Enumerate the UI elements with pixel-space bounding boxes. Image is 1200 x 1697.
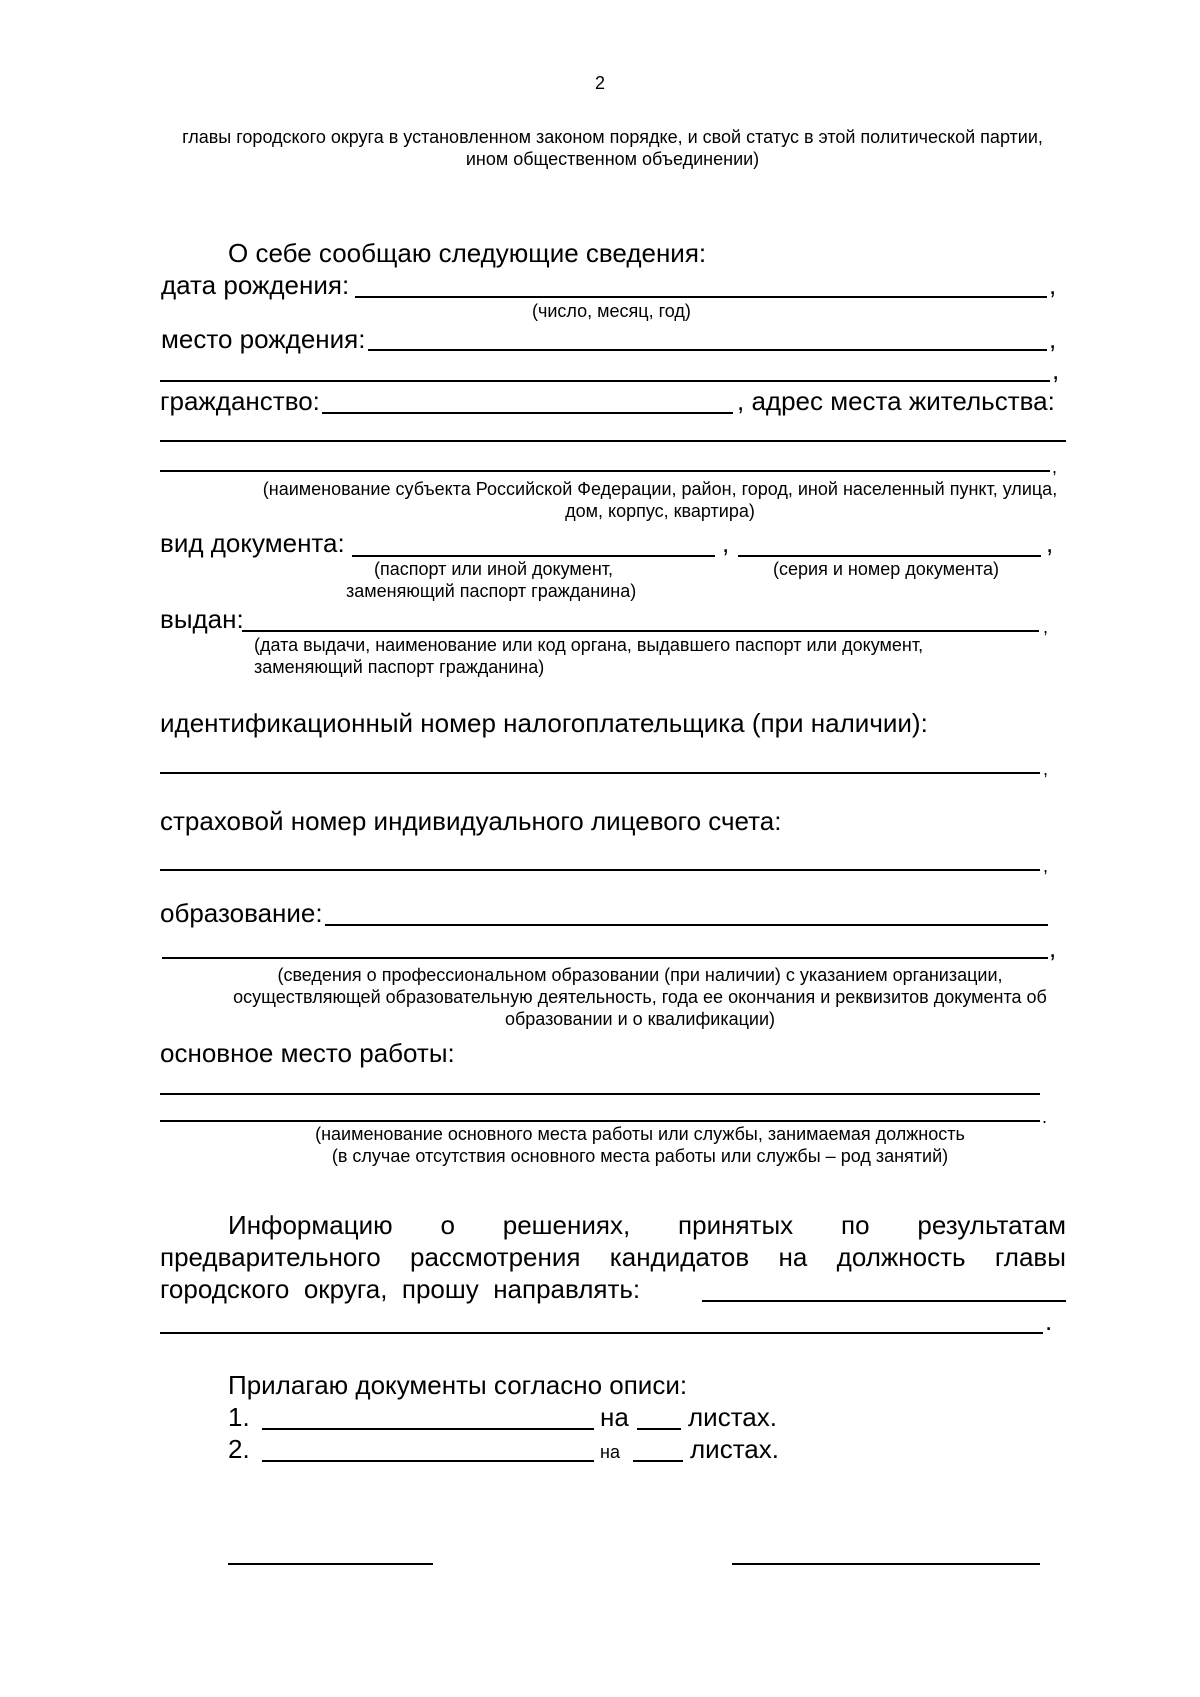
snils-label: страховой номер индивидуального лицевого счета: [160, 806, 782, 836]
address-line2 [160, 470, 1050, 472]
decisions-word: кандидатов [609, 1242, 750, 1272]
workplace-hint-line1: (наименование основного места работы или службы, занимаемая должность [315, 1124, 965, 1144]
document-comma-mid: , [722, 528, 730, 558]
name-signature-line [732, 1563, 1040, 1565]
issued-hint-line1: (дата выдачи, наименование или код органа, выдавшего паспорт или документ, [254, 635, 924, 655]
attachments-title: Прилагаю документы согласно описи: [228, 1370, 688, 1400]
birth-date-comma: , [1049, 270, 1057, 300]
decisions-line3: городского округа, прошу направлять: [160, 1274, 641, 1304]
decisions-word: результатам [917, 1210, 1066, 1240]
attachment-2-line [262, 1460, 594, 1462]
decisions-word: о [440, 1210, 455, 1240]
workplace-hint-line2: (в случае отсутствия основного места работы или службы – род занятий) [331, 1146, 949, 1166]
snils-line [160, 869, 1040, 871]
address-comma: , [1052, 457, 1058, 477]
attachment-1-line [262, 1428, 594, 1430]
inn-line [160, 772, 1040, 774]
birth-place-line [368, 349, 1047, 351]
birth-place-comma: , [1049, 324, 1057, 354]
workplace-line1 [160, 1093, 1040, 1095]
address-line1 [160, 440, 1066, 442]
signature-line [228, 1563, 433, 1565]
address-label: , адрес места жительства: [737, 386, 1055, 416]
decisions-period: . [1045, 1306, 1053, 1336]
document-type-line [352, 555, 715, 557]
intro-text: О себе сообщаю следующие сведения: [228, 238, 707, 268]
decisions-word: Информацию [228, 1210, 393, 1240]
birth-place-comma2: , [1052, 355, 1060, 385]
workplace-label: основное место работы: [160, 1038, 455, 1068]
education-line1 [325, 924, 1048, 926]
document-number-line [738, 555, 1041, 557]
inn-label: идентификационный номер налогоплательщика (при наличии): [160, 708, 928, 738]
decisions-word: главы [994, 1242, 1066, 1272]
education-label: образование: [160, 898, 323, 928]
attachment-2-sheets: листах. [690, 1434, 779, 1464]
birth-place-line2 [160, 380, 1050, 382]
birth-date-line [355, 296, 1047, 298]
education-line2 [162, 957, 1048, 959]
citizenship-line [322, 412, 733, 414]
document-type-hint-line1: (паспорт или иной документ, [374, 559, 614, 579]
document-label: вид документа: [160, 528, 345, 558]
education-hint-line3: образовании и о квалификации) [504, 1009, 776, 1029]
snils-comma: , [1043, 856, 1049, 876]
attachment-1-sheets-line [637, 1428, 681, 1430]
attachment-2-num: 2. [228, 1434, 250, 1464]
decisions-line1 [228, 1212, 1066, 1238]
decisions-word: предварительного [160, 1242, 381, 1272]
workplace-line2 [160, 1120, 1040, 1122]
document-type-hint-line2: заменяющий паспорт гражданина) [346, 581, 637, 601]
document-number-hint: (серия и номер документа) [773, 559, 999, 579]
header-note-line1: главы городского округа в установленном законом порядке, и свой статус в этой политической партии, [182, 127, 1043, 147]
attachment-1-na: на [600, 1402, 629, 1432]
decisions-line2 [160, 1244, 1066, 1270]
birth-date-hint: (число, месяц, год) [532, 301, 691, 321]
decisions-word: на [778, 1242, 808, 1272]
address-hint-line1: (наименование субъекта Российской Федерации, район, город, иной населенный пункт, улица, [262, 479, 1058, 499]
attachment-2-sheets-line [633, 1460, 683, 1462]
decisions-word: рассмотрения [410, 1242, 581, 1272]
decisions-line3-blank [702, 1300, 1066, 1302]
education-hint-line1: (сведения о профессиональном образовании (при наличии) с указанием организации, [277, 965, 1003, 985]
education-comma: , [1049, 933, 1057, 963]
address-hint-line2: дом, корпус, квартира) [565, 501, 755, 521]
birth-date-label: дата рождения: [161, 270, 350, 300]
birth-place-label: место рождения: [161, 324, 366, 354]
issued-hint-line2: заменяющий паспорт гражданина) [254, 657, 545, 677]
workplace-period: . [1042, 1107, 1048, 1127]
attachment-1-sheets: листах. [688, 1402, 777, 1432]
issued-comma: , [1043, 617, 1049, 637]
document-comma: , [1046, 528, 1054, 558]
page-number: 2 [594, 73, 605, 93]
citizenship-label: гражданство: [160, 386, 320, 416]
education-hint-line2: осуществляющей образовательную деятельность, года ее окончания и реквизитов документа об [233, 987, 1047, 1007]
header-note-line2: ином общественном объединении) [465, 149, 760, 169]
attachment-2-na: на [600, 1442, 620, 1462]
attachment-1-num: 1. [228, 1402, 250, 1432]
decisions-line4-blank [160, 1332, 1043, 1334]
decisions-word: по [841, 1210, 870, 1240]
decisions-word: принятых [678, 1210, 794, 1240]
issued-line [242, 630, 1039, 632]
decisions-word: решениях, [502, 1210, 631, 1240]
inn-comma: , [1043, 759, 1049, 779]
issued-label: выдан: [160, 604, 244, 634]
decisions-word: должность [836, 1242, 966, 1272]
